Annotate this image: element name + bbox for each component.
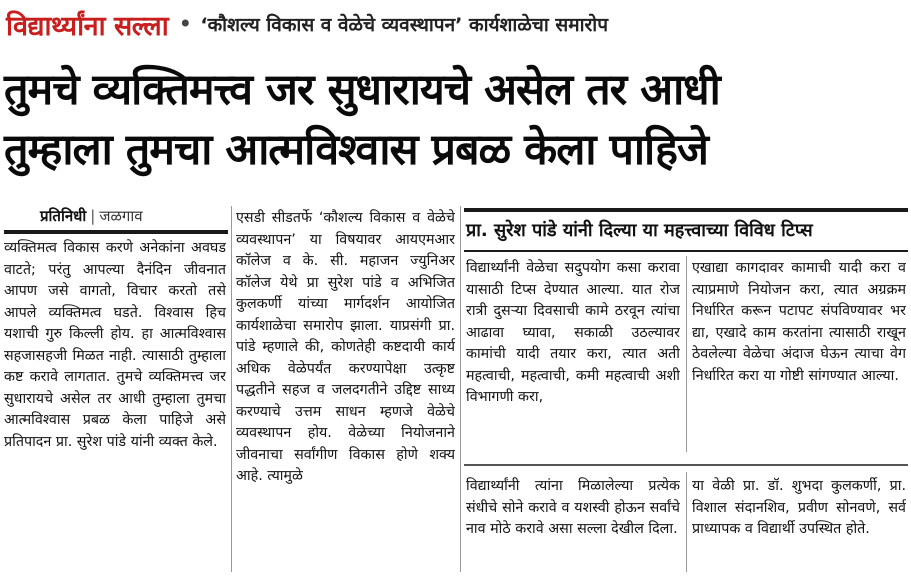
tips-bottom-rule <box>464 250 908 252</box>
tips-divider <box>686 256 687 452</box>
bullet-separator: • <box>178 10 193 38</box>
kicker <box>6 4 906 44</box>
headline-line-2: तुम्हाला तुमचा आत्मविश्वास प्रबळ केला पाहिजे <box>4 125 708 175</box>
byline-author: प्रतिनिधी <box>40 207 87 225</box>
kicker-subtitle: ‘कौशल्य विकास व वेळेचे व्यवस्थापन’ कार्यशाळेचा समारोप <box>200 14 608 36</box>
column-divider-2 <box>460 206 461 572</box>
tips-heading: प्रा. सुरेश पांडे यांनी दिल्या या महत्त्वाच्या विविध टिप्स <box>466 220 813 241</box>
byline-separator: | <box>90 207 96 225</box>
tips-column-left: विद्यार्थ्यांनी वेळेचा सदुपयोग कसा करावा यासाठी टिप्स देण्यात आल्या. यात रोज रात्री दुसऱ्या दिवसाची कामे ठरवून त्यांचा आढावा घ्यावा, सकाळी उठल्यावर कामांची यादी तयार करा, त्यात अती महत्वाची, महत्वाची, कमी महत्वाची अशी विभागणी करा, <box>466 260 680 405</box>
bottom-divider <box>686 472 687 572</box>
byline-rule <box>4 230 228 234</box>
column-divider-1 <box>231 206 232 572</box>
byline-place: जळगाव <box>99 207 143 225</box>
tips-column-right: एखाद्या कागदावर कामाची यादी करा व त्याप्रमाणे नियोजन करा, त्यात अग्रक्रम निर्धारित करून पटापट संपविण्यावर भर द्या, एखादे काम करतांना त्यासाठी राखून ठेवलेल्या वेळेचा अंदाज घेऊन त्याचा वेग निर्धारित करा या गोष्टी सांगण्यात आल्या. <box>692 260 906 384</box>
tips-box-end-rule <box>464 464 908 466</box>
article-column-2: एसडी सीडतर्फे ‘कौशल्य विकास व वेळेचे व्यवस्थापन’ या विषयावर आयएमआर कॉलेज व के. सी. महाजन ज्युनिअर कॉलेज येथे प्रा सुरेश पांडे व अभिजित कुलकर्णी यांच्या मार्गदर्शन आयोजित कार्यशाळेचा समारोप झाला. याप्रसंगी प्रा. पांडे म्हणाले की, कोणतेही कष्टदायी कार्य अधिक वेळेपर्यंत करण्यापेक्षा उत्कृष्ट पद्धतीने सहज व जलदगतीने उद्दिष्ट साध्य करण्याचे उत्तम साधन म्हणजे वेळेचे व्यवस्थापन होय. वेळेच्या नियोजनाने जीवनाचा सर्वांगीण विकास होणे शक्य आहे. त्यामुळे <box>236 210 455 484</box>
section-tag: विद्यार्थ्यांना सल्ला <box>6 10 169 42</box>
headline <box>4 60 907 180</box>
closing-column-left: विद्यार्थ्यांनी त्यांना मिळालेल्या प्रत्येक संधीचे सोने करावे व यशस्वी होऊन सर्वांचे नाव मोठे करावे असा सल्ला देखील दिला. <box>466 478 680 537</box>
headline-line-1: तुमचे व्यक्तिमत्त्व जर सुधारायचे असेल तर आधी <box>4 65 720 115</box>
closing-column-right: या वेळी प्रा. डॉ. शुभदा कुलकर्णी, प्रा. विशाल संदानशिव, प्रवीण सोनवणे, सर्व प्राध्यापक व विद्यार्थी उपस्थित होते. <box>692 478 906 537</box>
tips-top-rule <box>464 208 908 212</box>
article-column-1: व्यक्तिमत्व विकास करणे अनेकांना अवघड वाटते; परंतु आपल्या दैनंदिन जीवनात आपण जसे वागतो, विचार करतो तसे आपले व्यक्तिमत्व घडते. विश्वास हिच यशाची गुरु किल्ली होय. हा आत्मविश्वास सहजासहजी मिळत नाही. त्यासाठी तुम्हाला कष्ट करावे लागतात. तुमचे व्यक्तिमत्त्व जर सुधारायचे असेल तर आधी तुम्हाला तुमचा आत्मविश्वास प्रबळ केला पाहिजे असे प्रतिपादन प्रा. सुरेश पांडे यांनी व्यक्त केले. <box>4 240 226 450</box>
byline <box>40 206 143 226</box>
